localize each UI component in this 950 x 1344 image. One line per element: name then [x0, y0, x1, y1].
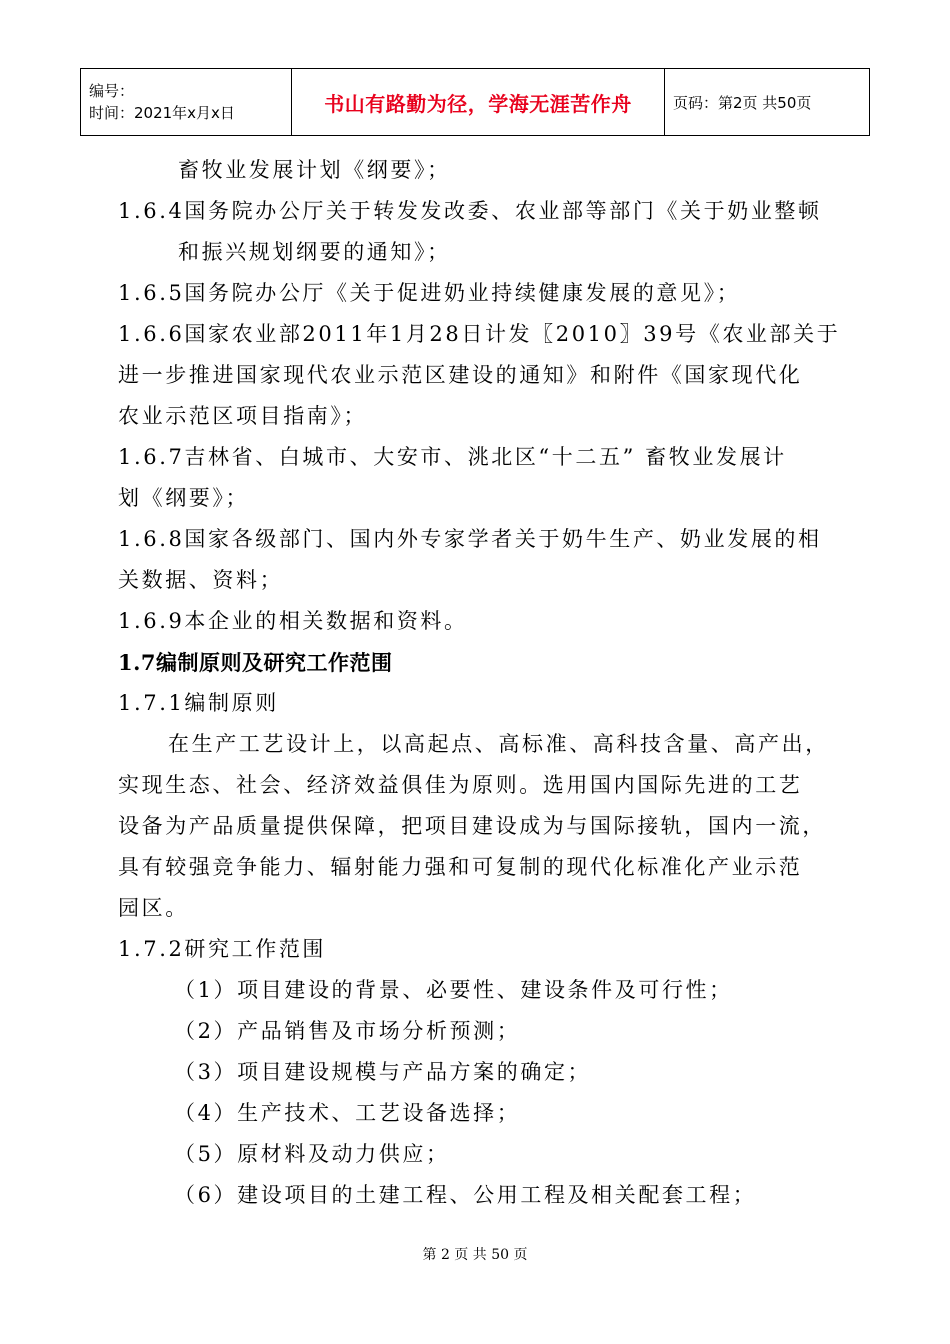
header-motto-cell: [292, 69, 665, 136]
body-line: 关数据、资料；: [118, 568, 284, 592]
list-item: （1）项目建设的背景、必要性、建设条件及可行性；: [174, 978, 733, 1002]
header-motto: 书山有路勤为径，学海无涯苦作舟: [324, 91, 632, 116]
body-line: 1.6.6国家农业部2011年1月28日计发〖2010〗39号《农业部关于: [118, 322, 841, 346]
document-time: 时间：2021年x月x日: [89, 104, 235, 122]
list-item: （3）项目建设规模与产品方案的确定；: [174, 1060, 592, 1084]
list-item: （4）生产技术、工艺设备选择；: [174, 1101, 521, 1125]
header-page-info: 页码：第2页 共50页: [673, 93, 812, 112]
header-table: [80, 68, 870, 136]
body-line: 实现生态、社会、经济效益俱佳为原则。选用国内国际先进的工艺: [118, 773, 803, 797]
subsection-heading: 1.7.1编制原则: [118, 691, 279, 715]
list-item: （6）建设项目的土建工程、公用工程及相关配套工程；: [174, 1183, 757, 1207]
body-line: 在生产工艺设计上，以高起点、高标准、高科技含量、高产出，: [168, 732, 829, 756]
list-item: （2）产品销售及市场分析预测；: [174, 1019, 521, 1043]
body-line: 园区。: [118, 896, 189, 920]
subsection-heading: 1.7.2研究工作范围: [118, 937, 327, 961]
body-line: 划《纲要》；: [118, 486, 250, 510]
body-line: 具有较强竞争能力、辐射能力强和可复制的现代化标准化产业示范: [118, 855, 803, 879]
body-line: 1.6.7吉林省、白城市、大安市、洮北区“十二五” 畜牧业发展计: [118, 445, 787, 469]
document-body: [118, 150, 841, 1216]
body-line: 1.6.4国务院办公厅关于转发发改委、农业部等部门《关于奶业整顿: [118, 199, 822, 223]
page-footer: 第 2 页 共 50 页: [422, 1247, 528, 1263]
header-meta-cell: [81, 69, 292, 136]
body-line: 进一步推进国家现代农业示范区建设的通知》和附件《国家现代化: [118, 363, 803, 387]
list-item: （5）原材料及动力供应；: [174, 1142, 450, 1166]
body-line: 1.6.5国务院办公厅《关于促进奶业持续健康发展的意见》；: [118, 281, 741, 305]
body-line: 1.6.9本企业的相关数据和资料。: [118, 609, 468, 633]
document-number-label: 编号：: [89, 82, 135, 100]
section-heading: 1.7编制原则及研究工作范围: [118, 650, 393, 675]
body-line: 和振兴规划纲要的通知》；: [178, 240, 451, 264]
header-page-cell: [665, 69, 870, 136]
body-line: 1.6.8国家各级部门、国内外专家学者关于奶牛生产、奶业发展的相: [118, 527, 822, 551]
body-line: 畜牧业发展计划《纲要》；: [178, 158, 451, 182]
body-line: 农业示范区项目指南》；: [118, 404, 368, 428]
body-line: 设备为产品质量提供保障，把项目建设成为与国际接轨，国内一流，: [118, 814, 826, 838]
